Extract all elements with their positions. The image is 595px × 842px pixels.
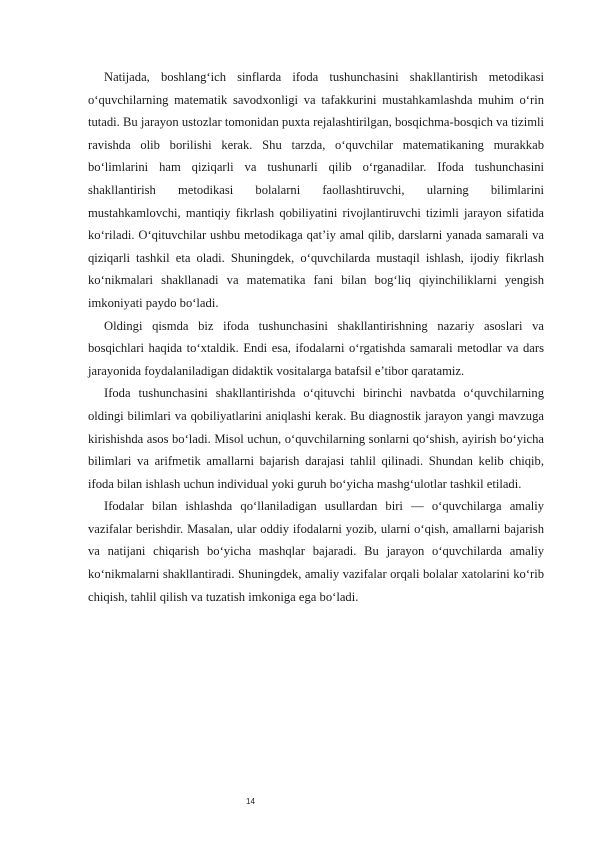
- paragraph-practical-tasks: Ifodalar bilan ishlashda qo‘llaniladigan usullardan biri — o‘quvchilarga amaliy vazifalar berishdir. Masalan, ular oddiy ifodalarni yozib, ularni o‘qish, amallarni bajarish va natijani chiqarish bo‘yicha mashqlar bajaradi. Bu jarayon o‘quvchilarda amaliy ko‘nikmalarni shakllantiradi. Shuningdek, amaliy vazifalar orqali bolalar xatolarini ko‘rib chiqish, tahlil qilish va tuzatish imkoniga ega bo‘ladi.: [88, 499, 544, 604]
- paragraph-conclusion: Natijada, boshlang‘ich sinflarda ifoda tushunchasini shakllantirish metodikasi o‘quvchilarning matematik savodxonligi va tafakkurini mustahkamlashda muhim o‘rin tutadi. Bu jarayon ustozlar tomonidan puxta rejalashtirilgan, bosqichma-bosqich va tizimli ravishda olib borilishi kerak. Shu tarzda, o‘quvchilar matematikaning murakkab bo‘limlarini ham qiziqarli va tushunarli qilib o‘rganadilar. Ifoda tushunchasini shakllantirish metodikasi bolalarni faollashtiruvchi, ularning bilimlarini mustahkamlovchi, mantiqiy fikrlash qobiliyatini rivojlantiruvchi tizimli jarayon sifatida ko‘riladi. O‘qituvchilar ushbu metodikaga qat’iy amal qilib, darslarni yanada samarali va qiziqarli tashkil eta oladi. Shuningdek, o‘quvchilarda mustaqil ishlash, ijodiy fikrlash ko‘nikmalari shakllanadi va matematika fani bilan bog‘liq qiyinchiliklarni yengish imkoniyati paydo bo‘ladi.: [88, 70, 544, 310]
- paragraph-diagnostics: Ifoda tushunchasini shakllantirishda o‘qituvchi birinchi navbatda o‘quvchilarning oldingi bilimlari va qobiliyatlarini aniqlashi kerak. Bu diagnostik jarayon yangi mavzuga kirishishda asos bo‘ladi. Misol uchun, o‘quvchilarning sonlarni qo‘shish, ayirish bo‘yicha bilimlari va arifmetik amallarni bajarish darajasi tahlil qilinadi. Shundan kelib chiqib, ifoda bilan ishlash uchun individual yoki guruh bo‘yicha mashg‘ulotlar tashkil etiladi.: [88, 386, 544, 491]
- paragraph-transition: Oldingi qismda biz ifoda tushunchasini shakllantirishning nazariy asoslari va bosqichlari haqida to‘xtaldik. Endi esa, ifodalarni o‘rgatishda samarali metodlar va dars jarayonida foydalaniladigan didaktik vositalarga batafsil e’tibor qaratamiz.: [88, 318, 544, 378]
- page-number: 14: [246, 797, 255, 806]
- document-page: [88, 66, 544, 608]
